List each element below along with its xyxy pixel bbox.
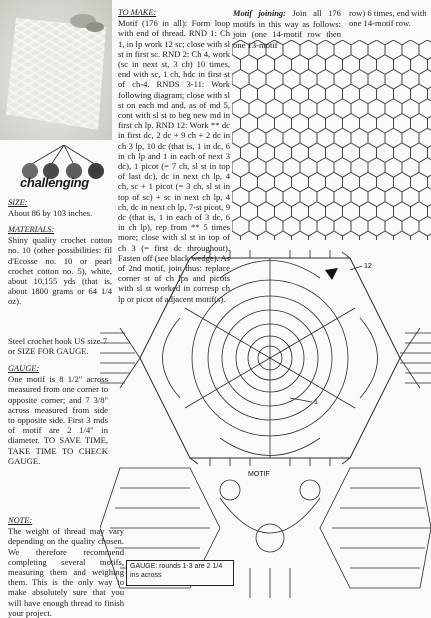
rnd-1-label: 1 [314,399,318,406]
difficulty-badge [18,145,118,195]
motif-joining-heading: Motif joining: [233,9,286,18]
motif-joining-text-continued: row) 6 times, end with one 14-motif row. [349,8,427,29]
tablecloth-lace-texture [6,18,106,130]
materials-heading: MATERIALS: [8,225,55,234]
fasten-off-wedge [325,268,338,280]
hook-text: Steel crochet hook US size 7 or SIZE FOR GAUGE. [8,336,108,357]
gauge-heading: GAUGE: [8,364,40,373]
motif-joining-continued [349,8,429,28]
size-section [8,198,112,218]
motif-crochet-diagram [100,238,431,607]
difficulty-label: challenging [20,175,89,190]
materials-section [8,225,112,307]
motif-joining-text: Join all 176 motifs in this way as follows: join (one 14-motif row then [233,8,341,40]
to-make-text: Motif (176 in all): Form loop with end of thread. RND 1: Ch 1, in lp work 12 sc; close with sl st in first sc. RND 2: Ch 4, work (sc in next st, 3 ch) 10 times, end with sc, 1 ch, hdc in first st of ch-4. RNDS 3-11: Work following diagram; close with sl st on each md and, as of md 5, cont with sl st to beg new md in first ch lp. RND 12: Work ** dc in first dc, 2 dc + 9 ch + 2 dc in ch 3 lp, 10 dc (that is, 1 in dc, 6 in ch lp and 1 in each of next 3 dc), 1 picot (= 7 ch, sl st in top of last dc), dc in next ch lp, 4 ch, sc + 1 picot (= 3 ch, sl st in top of sc) + sc in next ch lp, 4 ch, dc in next ch lp, 7-st picot, 9 dc (that is, 1 in each of 3 dc, 6 in ch lp), rep from ** 5 times more; close with sl st in top of ch 3 (= first dc throughout). Fasten off (see black wedge). As of 2nd motif, join thus: replace corner st of ch lps and picots with sl st worked in corresp ch lp or picot of adjacent motif(s). [118,18,231,304]
size-text: About 86 by 103 inches. [8,208,93,219]
saucer-shape [86,22,104,32]
size-heading: SIZE: [8,198,28,207]
tablecloth-photo [0,0,112,140]
gauge-text: One motif is 8 1/2" across measured from one corner to opposite corner; and 7 3/8" across measured from side to opposite side. First 3 rnds of motif are 2 1/4" in diameter. TO SAVE TIME, TAKE TIME TO CHECK GAUGE. [8,374,108,466]
gauge-box: GAUGE: rounds 1-3 are 2 1/4 ins across [126,560,234,586]
to-make-heading: TO MAKE: [118,8,157,17]
motif-label: MOTIF [248,471,270,478]
note-text: The weight of thread may vary depending on the quality chosen. We therefore recommend completing several motifs, measuring them and weighing them. This is the only way to make absolutely sure that you will have enough thread to finish your project. [8,526,124,618]
yarn-balls-icon [18,145,118,179]
note-heading: NOTE: [8,516,33,525]
rnd-12-label: 12 [364,263,372,270]
materials-text: Shiny quality crochet cotton no. 10 (other possibilities: fil d'Ecosse no. 10 or pearl crochet cotton no. 5), white, about 10,155 yds (that is, about 1800 grams or 64 1/4 oz). [8,235,112,307]
gauge-section [8,364,108,466]
hexagon-joining-diagram [232,40,431,240]
hook-section [8,336,108,356]
